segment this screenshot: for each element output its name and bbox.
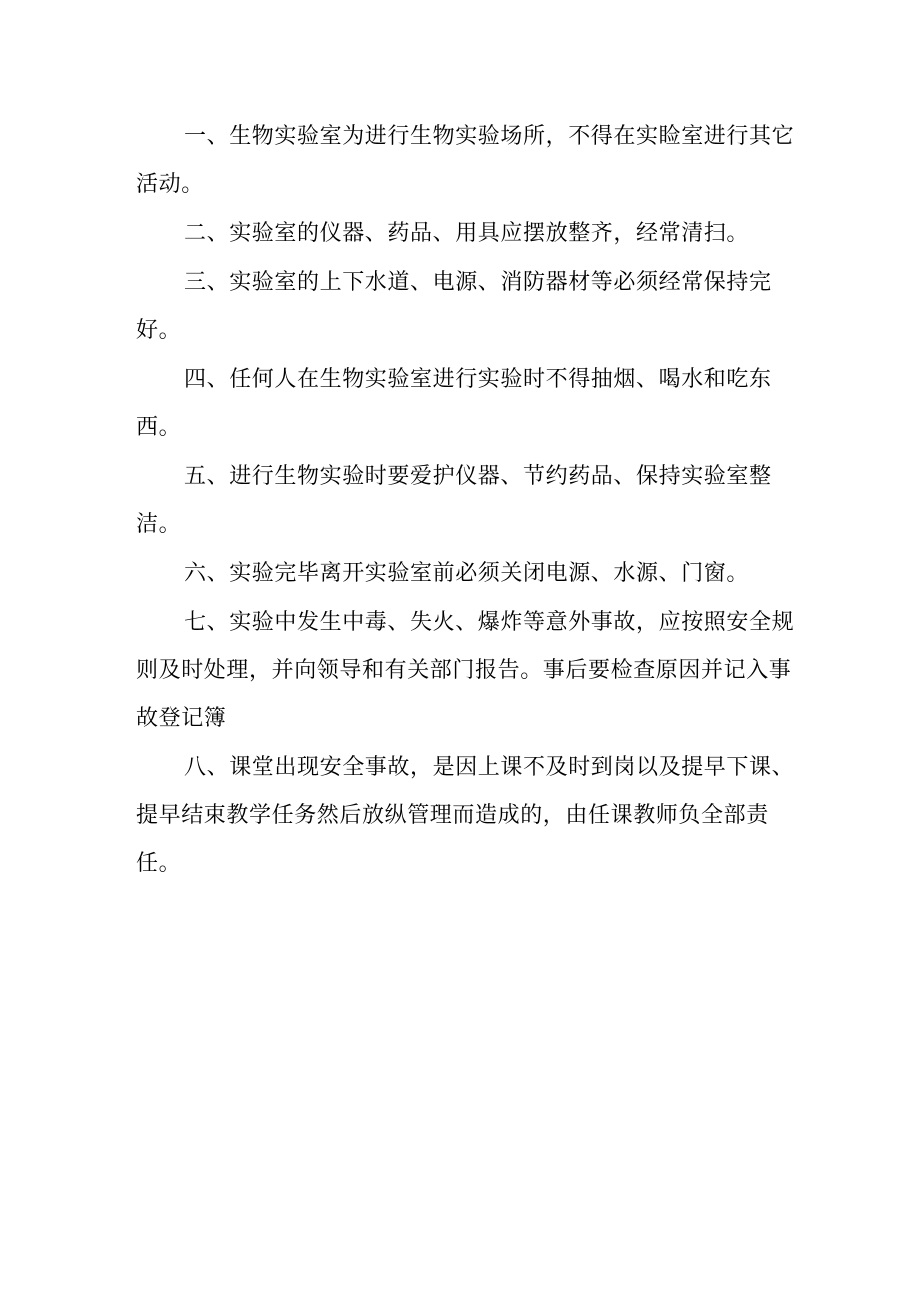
rules-text-body: [136, 113, 796, 889]
rule-paragraph-2: 二、实验室的仪器、药品、用具应摆放整齐，经常清扫。: [184, 221, 750, 246]
rule-paragraph-7: 七、实验中发生中毒、失火、爆炸等意外事故，应按照安全规则及时处理，并向领导和有关部门报告。事后要检查原因并记入事故登记簿: [136, 610, 795, 731]
rule-paragraph-4: 四、任何人在生物实验室进行实验时不得抽烟、喝水和吃东西。: [136, 367, 772, 440]
rule-paragraph-1: 一、生物实验室为进行生物实验场所，不得在实睑室进行其它活动。: [136, 124, 795, 197]
rule-paragraph-3: 三、实验室的上下水道、电源、消防器材等必须经常保持完好。: [136, 270, 772, 343]
rule-paragraph-8: 八、课堂出现安全事故，是因上课不及时到岗以及提早下课、提早结束教学任务然后放纵管理而造成的，由任课教师负全部责任。: [136, 755, 795, 876]
rule-paragraph-6: 六、实验完毕离开实验室前必须关闭电源、水源、门窗。: [184, 561, 750, 586]
rule-paragraph-5: 五、进行生物实验时要爱护仪器、节约药品、保持实验室整洁。: [136, 464, 772, 537]
